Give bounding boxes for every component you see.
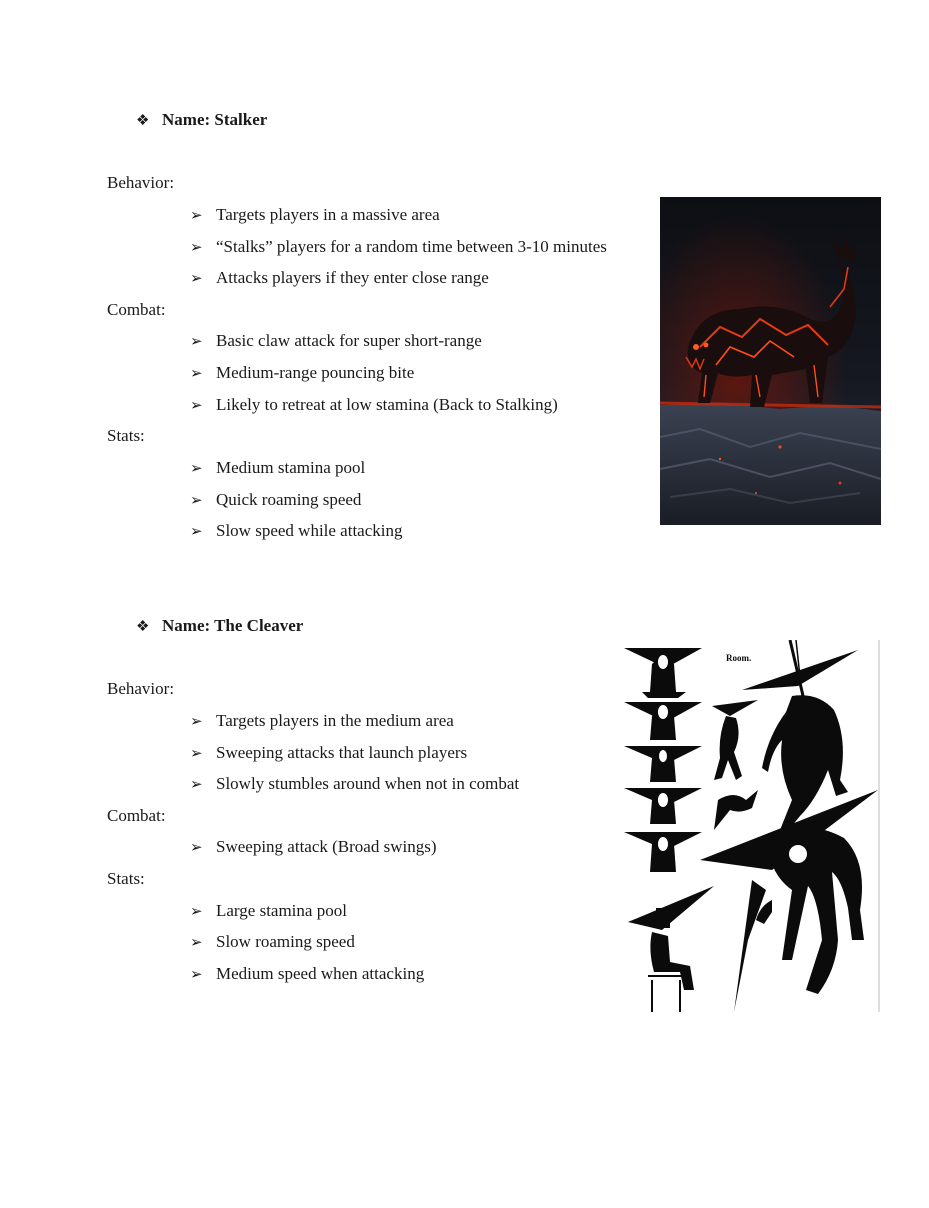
cleaver-name-heading: Name: The Cleaver [162,616,304,635]
arrow-bullet-icon: ➢ [190,904,203,920]
cleaver-sketch-sheet [622,640,881,1012]
list-item-text: Medium speed when attacking [216,964,425,983]
stalker-combat-label: Combat: [107,300,166,319]
list-item [190,458,365,478]
list-item-text: Slowly stumbles around when not in combat [216,774,520,793]
stalker-behavior-label: Behavior: [107,173,175,192]
stalker-stats-label: Stats: [107,426,145,445]
cleaver-stats-label: Stats: [107,869,145,888]
list-item-text: Attacks players if they enter close range [216,268,489,287]
list-item [190,268,489,288]
arrow-bullet-icon: ➢ [190,271,203,287]
arrow-bullet-icon: ➢ [190,240,203,256]
arrow-bullet-icon: ➢ [190,366,203,382]
arrow-bullet-icon: ➢ [190,398,203,414]
arrow-bullet-icon: ➢ [190,208,203,224]
list-item [190,237,607,257]
stalker-illustration [660,197,881,525]
arrow-bullet-icon: ➢ [190,334,203,350]
list-item [190,521,403,541]
list-item [190,932,355,952]
arrow-bullet-icon: ➢ [190,493,203,509]
list-item [190,774,519,794]
list-item [190,964,424,984]
list-item [190,363,414,383]
sketch-caption: Room. [726,653,752,663]
arrow-bullet-icon: ➢ [190,746,203,762]
list-item [190,205,440,225]
list-item-text: Targets players in the medium area [216,711,454,730]
arrow-bullet-icon: ➢ [190,524,203,540]
list-item-text: Medium stamina pool [216,458,366,477]
arrow-bullet-icon: ➢ [190,935,203,951]
list-item-text: Sweeping attacks that launch players [216,743,468,762]
list-item-text: Likely to retreat at low stamina (Back to Stalking) [216,395,558,414]
cleaver-combat-label: Combat: [107,806,166,825]
list-item [190,711,454,731]
diamond-bullet-icon: ❖ [136,619,150,635]
arrow-bullet-icon: ➢ [190,840,203,856]
list-item [190,837,436,857]
list-item [190,743,467,763]
list-item-text: Slow speed while attacking [216,521,403,540]
list-item-text: “Stalks” players for a random time between 3-10 minutes [216,237,607,256]
list-item-text: Quick roaming speed [216,490,362,509]
list-item [190,395,558,415]
list-item [190,490,361,510]
list-item-text: Targets players in a massive area [216,205,440,224]
list-item-text: Medium-range pouncing bite [216,363,415,382]
diamond-bullet-icon: ❖ [136,113,150,129]
stalker-artwork [660,197,881,525]
list-item [190,331,482,351]
stalker-name-heading: Name: Stalker [162,110,268,129]
list-item-text: Slow roaming speed [216,932,355,951]
list-item-text: Large stamina pool [216,901,347,920]
list-item [190,901,347,921]
list-item-text: Basic claw attack for super short-range [216,331,482,350]
list-item-text: Sweeping attack (Broad swings) [216,837,437,856]
cleaver-behavior-label: Behavior: [107,679,175,698]
cleaver-artwork [622,640,881,1012]
arrow-bullet-icon: ➢ [190,714,203,730]
arrow-bullet-icon: ➢ [190,967,203,983]
arrow-bullet-icon: ➢ [190,461,203,477]
arrow-bullet-icon: ➢ [190,777,203,793]
